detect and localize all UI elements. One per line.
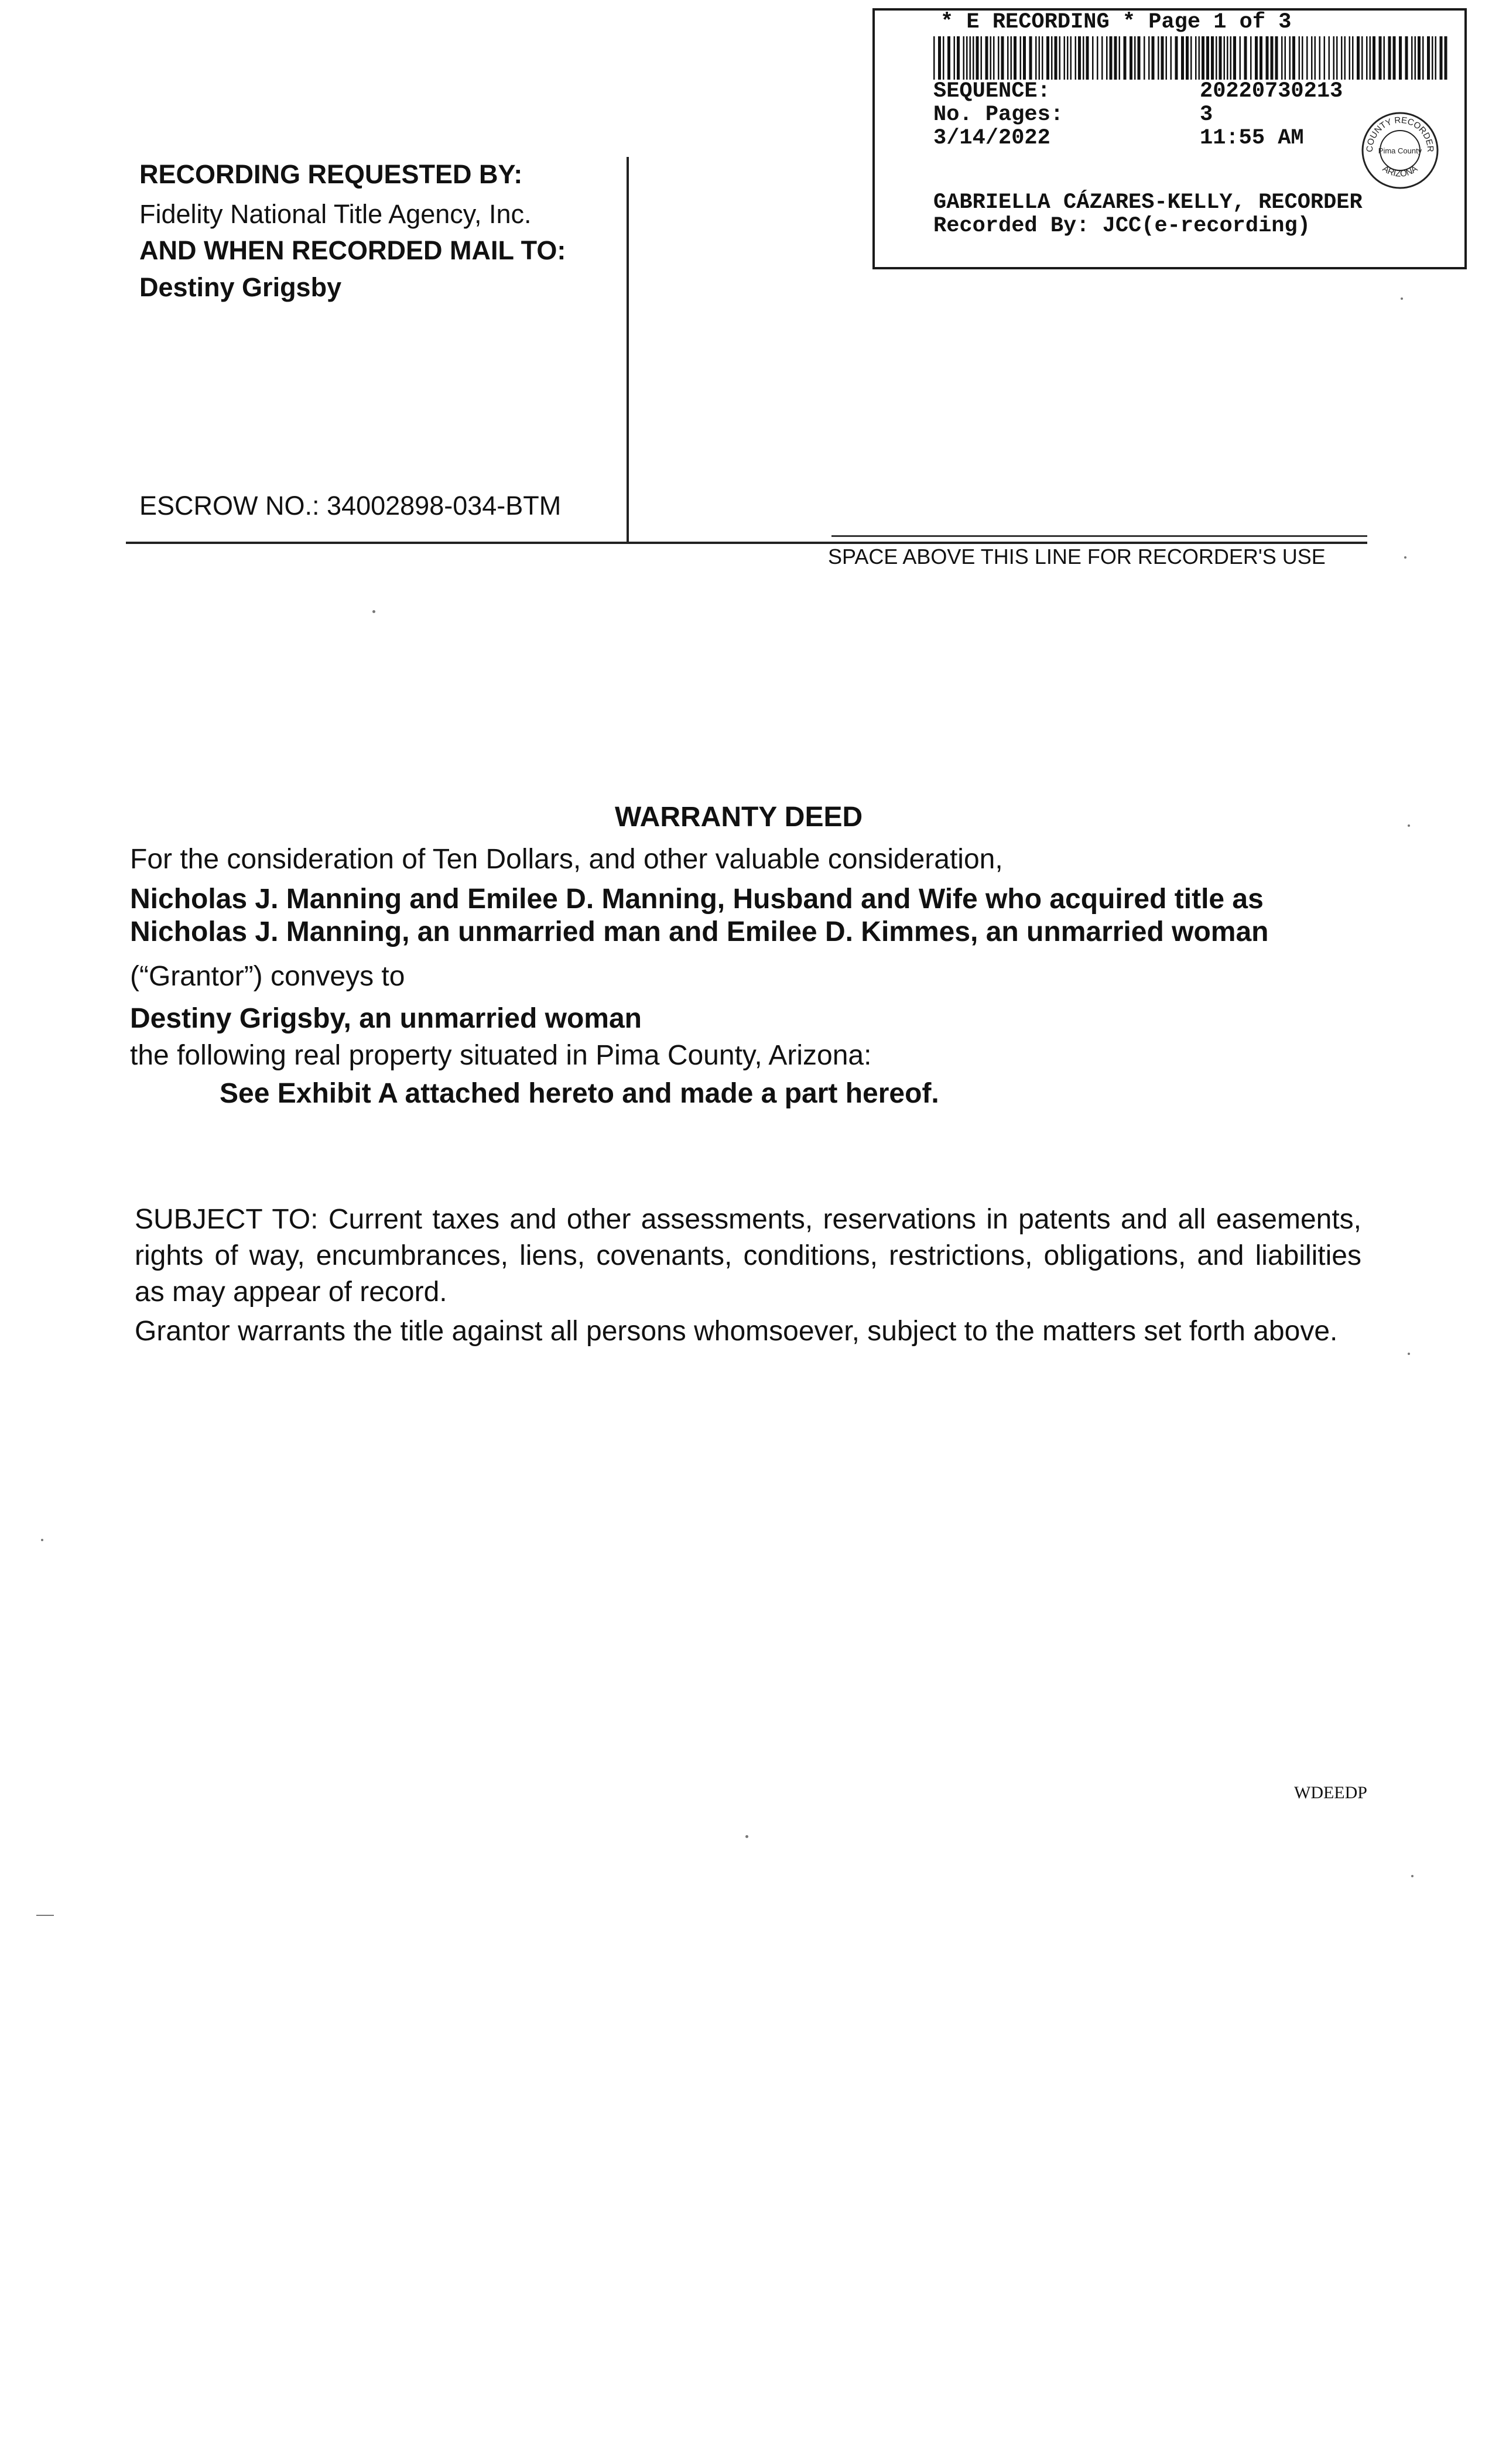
consideration-text: For the consideration of Ten Dollars, and other valuable consideration, — [130, 844, 1003, 875]
scan-speck — [36, 1915, 54, 1916]
recorded-by: Recorded By: JCC(e-recording) — [933, 214, 1310, 238]
warranty-statement: Grantor warrants the title against all persons whomsoever, subject to the matters set forth above. — [135, 1316, 1338, 1347]
form-code: WDEEDP — [1294, 1783, 1367, 1802]
grantor-line-1: Nicholas J. Manning and Emilee D. Manning, Husband and Wife who acquired title as — [130, 884, 1264, 915]
scan-speck — [1411, 1875, 1414, 1877]
grantor-conveys-text: (“Grantor”) conveys to — [130, 961, 405, 992]
pages-label: No. Pages: — [933, 102, 1064, 127]
scan-speck — [1408, 824, 1410, 827]
grantor-line-2: Nicholas J. Manning, an unmarried man and Emilee D. Kimmes, an unmarried woman — [130, 916, 1269, 947]
mail-to-value: Destiny Grigsby — [139, 272, 342, 302]
document-title: WARRANTY DEED — [615, 802, 863, 833]
county-recorder-seal-icon — [1360, 110, 1440, 191]
recorder-stamp-box — [872, 8, 1467, 269]
recorder-use-line-upper — [831, 535, 1367, 537]
scan-speck — [1408, 1353, 1410, 1355]
mail-to-label: AND WHEN RECORDED MAIL TO: — [139, 235, 566, 265]
subject-to-paragraph: SUBJECT TO: Current taxes and other assessments, reservations in patents and all easements, rights of way, encumbrances, liens, covenants, conditions, restrictions, obligations, and liabilities as may appear of record. — [135, 1204, 1361, 1308]
svg-text:ARIZONA — [1381, 164, 1419, 179]
header-divider-vertical — [627, 157, 629, 543]
seal-bottom-text: ARIZONA — [1380, 163, 1420, 179]
recording-page-header: * E RECORDING * Page 1 of 3 — [940, 10, 1292, 35]
property-intro-text: the following real property situated in Pima County, Arizona: — [130, 1040, 872, 1071]
recording-requested-by-value: Fidelity National Title Agency, Inc. — [139, 199, 532, 229]
scan-speck — [745, 1835, 748, 1838]
recorder-name: GABRIELLA CÁZARES-KELLY, RECORDER — [933, 190, 1363, 215]
scan-speck — [372, 610, 375, 613]
escrow-number: ESCROW NO.: 34002898-034-BTM — [139, 491, 562, 521]
space-above-line-label: SPACE ABOVE THIS LINE FOR RECORDER'S USE — [828, 545, 1326, 569]
recording-date: 3/14/2022 — [933, 126, 1050, 150]
seal-center-text: Pima County — [1378, 146, 1422, 155]
pages-value: 3 — [1200, 102, 1213, 127]
recorder-use-line — [126, 542, 1367, 544]
grantee-name: Destiny Grigsby, an unmarried woman — [130, 1003, 642, 1034]
scan-speck — [41, 1539, 43, 1541]
seal-top-text: COUNTY RECORDER — [1364, 115, 1436, 153]
barcode-icon — [933, 36, 1449, 80]
exhibit-reference: See Exhibit A attached hereto and made a part hereof. — [220, 1078, 939, 1109]
scan-speck — [1401, 297, 1403, 300]
sequence-label: SEQUENCE: — [933, 79, 1050, 104]
recording-time: 11:55 AM — [1200, 126, 1304, 150]
scan-speck — [1404, 556, 1406, 559]
recording-requested-by-label: RECORDING REQUESTED BY: — [139, 159, 523, 189]
sequence-value: 20220730213 — [1200, 79, 1343, 104]
